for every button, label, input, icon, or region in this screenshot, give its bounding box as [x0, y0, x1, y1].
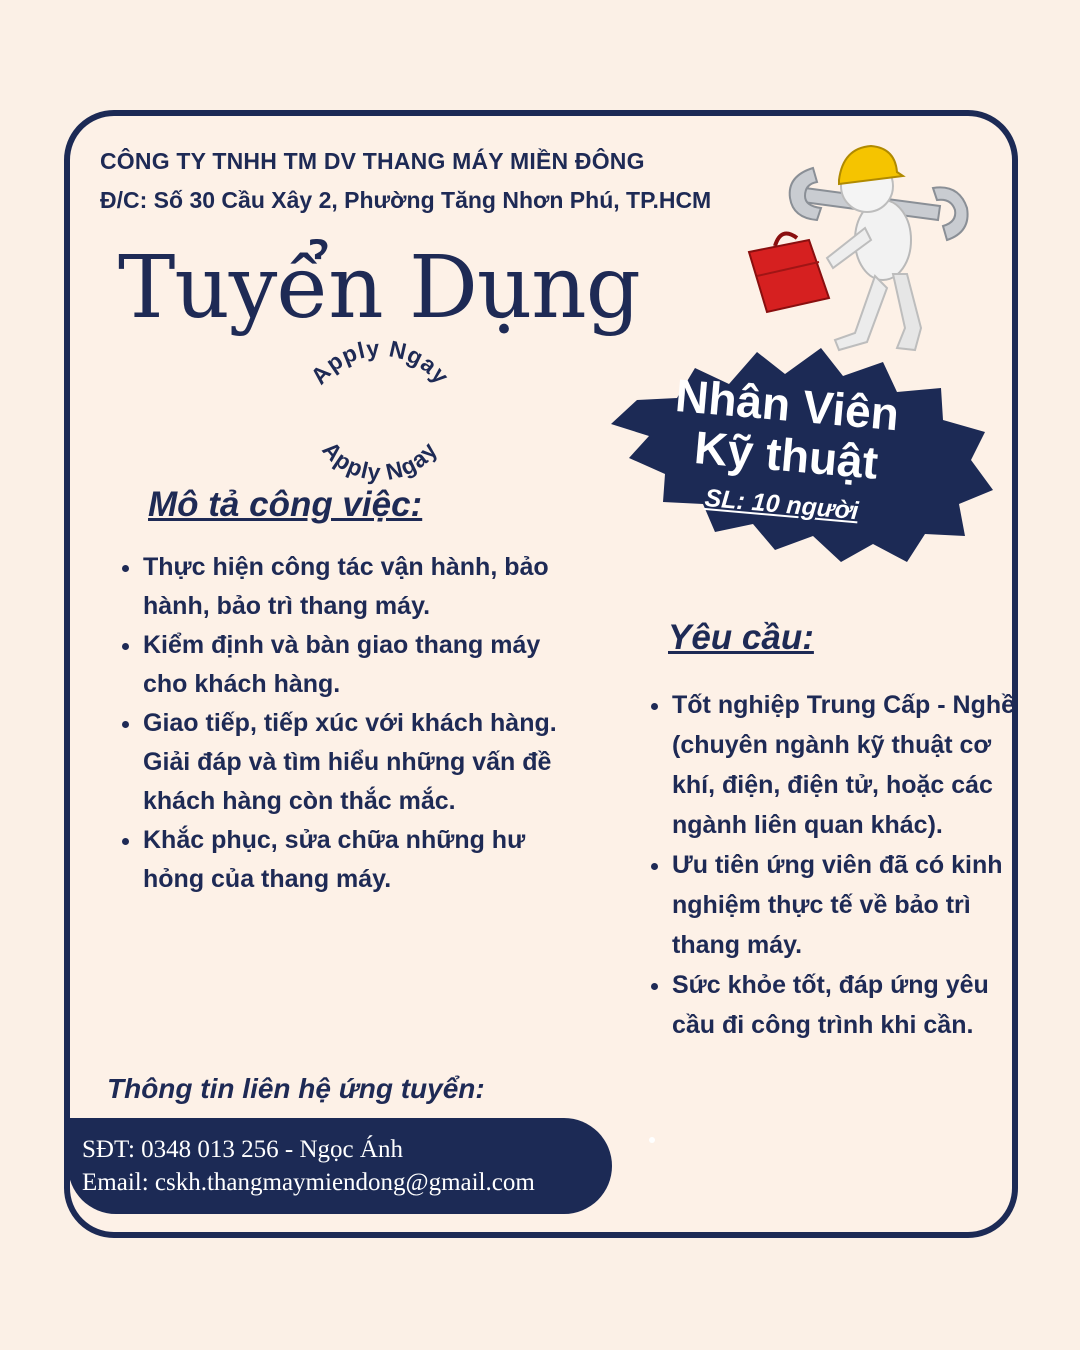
job-description-list	[113, 548, 563, 899]
company-name: CÔNG TY TNHH TM DV THANG MÁY MIỀN ĐÔNG	[100, 148, 645, 174]
requirements-list	[642, 685, 1032, 1045]
list-item: • Tốt nghiệp Trung Cấp - Nghề (chuyên ngành kỹ thuật cơ khí, điện, điện tử, hoặc các ngành liên quan khác).	[672, 685, 1032, 845]
job-description-heading: Mô tả công việc:	[148, 485, 423, 524]
mechanic-illustration	[735, 128, 975, 358]
apply-now-ring[interactable]	[290, 330, 470, 500]
apply-ring-text-bottom: Apply Ngay	[317, 436, 443, 486]
contact-phone[interactable]: SĐT: 0348 013 256 - Ngọc Ánh	[82, 1136, 403, 1163]
list-item: • Thực hiện công tác vận hành, bảo hành, bảo trì thang máy.	[143, 548, 563, 626]
apply-ring-text-top: Apply Ngay	[305, 334, 455, 390]
hard-hat-icon	[839, 146, 903, 184]
list-item: • Sức khỏe tốt, đáp ứng yêu cầu đi công trình khi cần.	[672, 965, 1032, 1045]
company-address: Đ/C: Số 30 Cầu Xây 2, Phường Tăng Nhơn Phú, TP.HCM	[100, 187, 712, 213]
position-title-line2: Kỹ thuật	[692, 420, 881, 489]
requirements-heading: Yêu cầu:	[668, 618, 814, 657]
list-item: • Giao tiếp, tiếp xúc với khách hàng. Giải đáp và tìm hiểu những vấn đề khách hàng còn thắc mắc.	[143, 704, 563, 821]
position-quantity: SL: 10 người	[703, 484, 860, 526]
contact-box	[68, 1118, 612, 1214]
toolbox-icon	[749, 234, 829, 313]
list-item: • Ưu tiên ứng viên đã có kinh nghiệm thực tế về bảo trì thang máy.	[672, 845, 1032, 965]
contact-heading: Thông tin liên hệ ứng tuyển:	[107, 1073, 485, 1104]
position-title-line1: Nhân Viên	[673, 368, 902, 441]
list-item: • Kiểm định và bàn giao thang máy cho khách hàng.	[143, 626, 563, 704]
list-item: • Khắc phục, sửa chữa những hư hỏng của thang máy.	[143, 821, 563, 899]
contact-email[interactable]: Email: cskh.thangmaymiendong@gmail.com	[82, 1169, 535, 1196]
page-title: Tuyển Dụng	[118, 238, 640, 338]
decorative-dot	[649, 1137, 655, 1143]
